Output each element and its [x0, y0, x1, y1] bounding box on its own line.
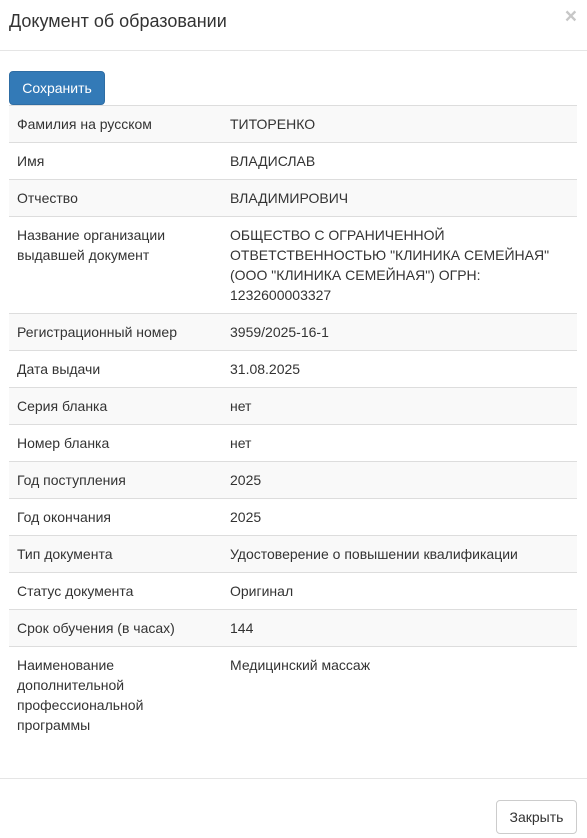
field-value: Оригинал: [222, 573, 577, 610]
close-button[interactable]: Закрыть: [496, 800, 577, 834]
table-row: [9, 610, 577, 647]
field-label: Серия бланка: [9, 388, 222, 425]
save-button[interactable]: Сохранить: [9, 71, 105, 105]
table-row: [9, 647, 577, 744]
field-label: Номер бланка: [9, 425, 222, 462]
table-row: [9, 462, 577, 499]
table-row: [9, 425, 577, 462]
table-row: [9, 180, 577, 217]
table-row: [9, 143, 577, 180]
table-row: [9, 388, 577, 425]
field-value: 2025: [222, 499, 577, 536]
field-label: Дата выдачи: [9, 351, 222, 388]
field-value: ВЛАДИМИРОВИЧ: [222, 180, 577, 217]
table-row: [9, 106, 577, 143]
field-label: Статус документа: [9, 573, 222, 610]
field-value: 2025: [222, 462, 577, 499]
field-label: Фамилия на русском: [9, 106, 222, 143]
table-row: [9, 536, 577, 573]
field-value: 144: [222, 610, 577, 647]
field-label: Тип документа: [9, 536, 222, 573]
table-row: [9, 499, 577, 536]
field-value: Удостоверение о повышении квалификации: [222, 536, 577, 573]
field-value: ОБЩЕСТВО С ОГРАНИЧЕННОЙ ОТВЕТСТВЕННОСТЬЮ "КЛИНИКА СЕМЕЙНАЯ" (ООО "КЛИНИКА СЕМЕЙНАЯ") ОГРН: 1232600003327: [222, 217, 577, 314]
field-label: Регистрационный номер: [9, 314, 222, 351]
modal-footer: [0, 778, 587, 838]
modal-title: Документ об образовании: [9, 11, 227, 31]
field-value: нет: [222, 425, 577, 462]
field-value: ТИТОРЕНКО: [222, 106, 577, 143]
field-label: Год окончания: [9, 499, 222, 536]
details-table: [9, 105, 577, 743]
field-label: Срок обучения (в часах): [9, 610, 222, 647]
field-value: нет: [222, 388, 577, 425]
field-label: Отчество: [9, 180, 222, 217]
table-row: [9, 314, 577, 351]
field-value: ВЛАДИСЛАВ: [222, 143, 577, 180]
close-icon[interactable]: ×: [564, 5, 577, 28]
field-value: 3959/2025-16-1: [222, 314, 577, 351]
field-label: Имя: [9, 143, 222, 180]
field-label: Наименование дополнительной профессиональной программы: [9, 647, 222, 744]
table-row: [9, 573, 577, 610]
field-value: 31.08.2025: [222, 351, 577, 388]
table-row: [9, 217, 577, 314]
modal-header: [0, 0, 587, 51]
field-label: Название организации выдавшей документ: [9, 217, 222, 314]
field-value: Медицинский массаж: [222, 647, 577, 744]
table-row: [9, 351, 577, 388]
field-label: Год поступления: [9, 462, 222, 499]
